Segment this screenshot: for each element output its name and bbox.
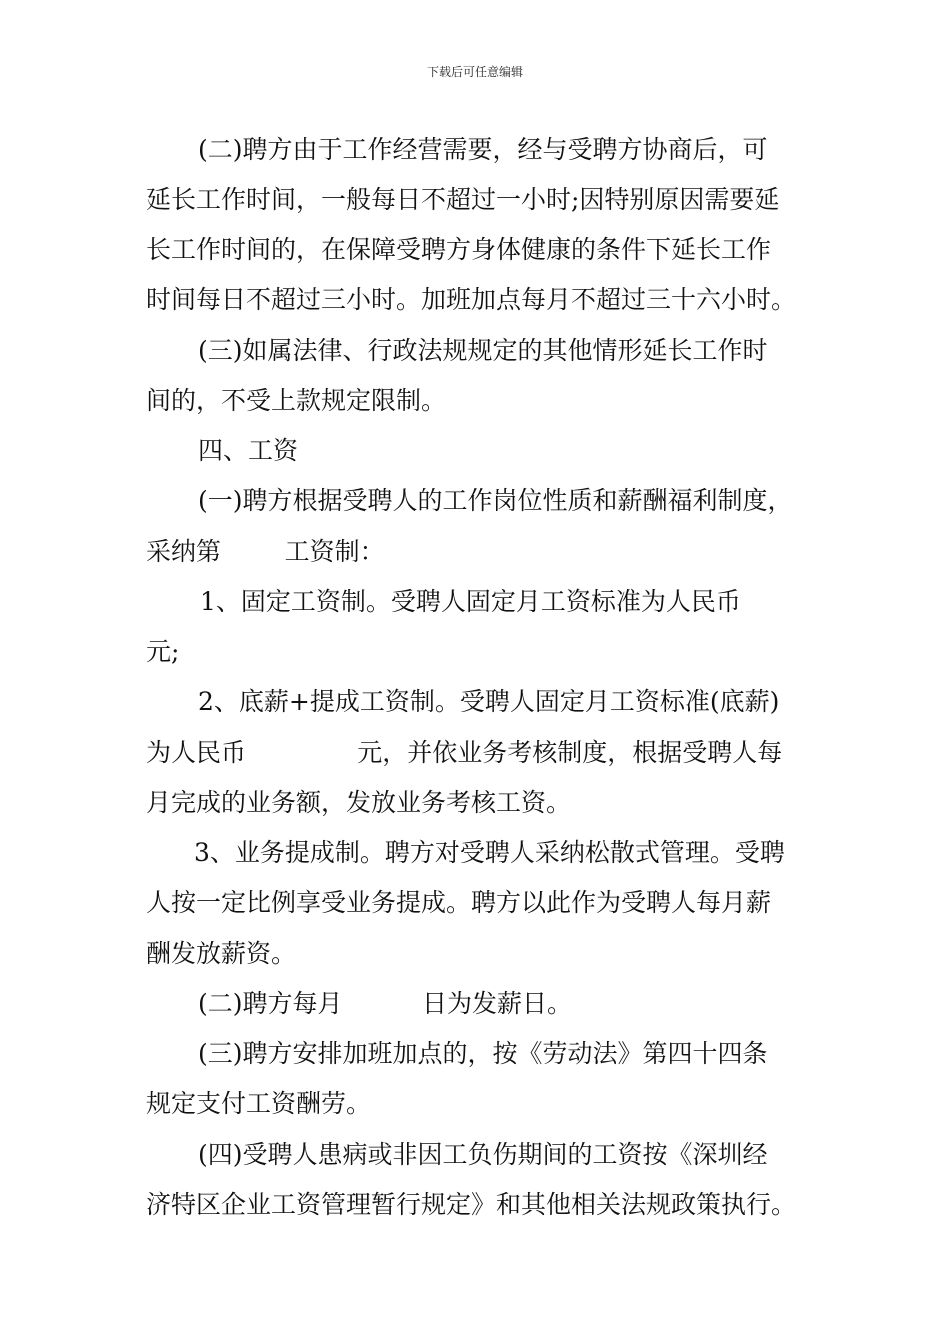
text-line: 1、固定工资制。受聘人固定月工资标准为人民币 — [200, 587, 741, 616]
text-line: 2、底薪+提成工资制。受聘人固定月工资标准(底薪) — [198, 687, 780, 716]
text-line: 采纳第 工资制： — [146, 537, 385, 566]
section-heading: 四、工资 — [198, 436, 299, 465]
text-line: 月完成的业务额，发放业务考核工资。 — [146, 788, 572, 817]
text-line: 时间每日不超过三小时。加班加点每月不超过三十六小时。 — [146, 285, 797, 314]
text-line: 规定支付工资酬劳。 — [146, 1089, 372, 1118]
text-line: 延长工作时间，一般每日不超过一小时;因特别原因需要延 — [146, 185, 780, 214]
text-line: 长工作时间的，在保障受聘方身体健康的条件下延长工作 — [146, 235, 772, 264]
text-line: 酬发放薪资。 — [146, 939, 297, 968]
page-header: 下载后可任意编辑 — [426, 65, 523, 79]
text-line: 人按一定比例享受业务提成。聘方以此作为受聘人每月薪 — [146, 888, 772, 917]
text-line: 3、业务提成制。聘方对受聘人采纳松散式管理。受聘 — [194, 838, 785, 867]
text-line: (三)聘方安排加班加点的，按《劳动法》第四十四条 — [198, 1039, 768, 1068]
text-line: (二)聘方每月 日为发薪日。 — [198, 989, 572, 1018]
text-line: (四)受聘人患病或非因工负伤期间的工资按《深圳经 — [198, 1140, 768, 1169]
text-line: (三)如属法律、行政法规规定的其他情形延长工作时 — [198, 336, 768, 365]
text-line: (一)聘方根据受聘人的工作岗位性质和薪酬福利制度， — [198, 486, 793, 515]
text-line: 间的，不受上款规定限制。 — [146, 386, 447, 415]
text-line: (二)聘方由于工作经营需要，经与受聘方协商后，可 — [198, 135, 768, 164]
text-line: 元; — [146, 637, 180, 666]
text-line: 济特区企业工资管理暂行规定》和其他相关法规政策执行。 — [146, 1190, 797, 1219]
text-line: 为人民币 元，并依业务考核制度，根据受聘人每 — [146, 738, 783, 767]
